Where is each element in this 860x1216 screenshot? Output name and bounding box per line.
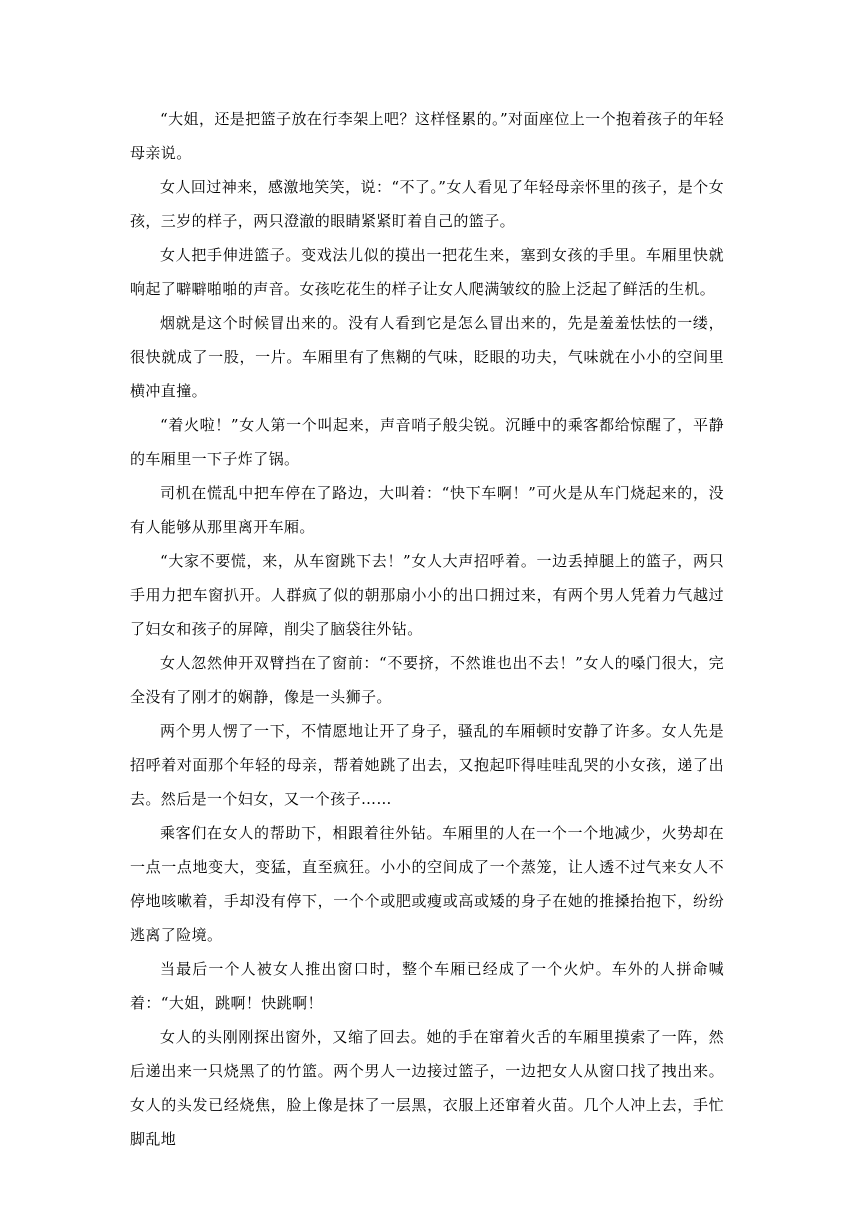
paragraph-12: 女人的头刚刚探出窗外，又缩了回去。她的手在窜着火舌的车厢里摸索了一阵，然后递出来一只烧黑了的竹篮。两个男人一边接过篮子，一边把女人从窗口找了拽出来。女人的头发已经烧焦，脸上像是抹了一层黑，衣服上还窜着火苗。几个人冲上去，手忙脚乱地 (130, 1028, 724, 1148)
document-body (130, 102, 724, 1156)
paragraph-10: 乘客们在女人的帮助下，相跟着往外钻。车厢里的人在一个一个地减少，火势却在一点一点地变大，变猛，直至疯狂。小小的空间成了一个蒸笼，让人透不过气来女人不停地咳嗽着，手却没有停下，一个个或肥或瘦或高或矮的身子在她的推搡抬抱下，纷纷逃离了险境。 (130, 824, 724, 944)
paragraph-3: 女人把手伸进篮子。变戏法儿似的摸出一把花生来，塞到女孩的手里。车厢里快就响起了噼噼啪啪的声音。女孩吃花生的样子让女人爬满皱纹的脸上泛起了鲜活的生机。 (130, 246, 724, 298)
paragraph-8: 女人忽然伸开双臂挡在了窗前：“不要挤，不然谁也出不去！”女人的嗓门很大，完全没有了刚才的娴静，像是一头狮子。 (130, 654, 724, 706)
paragraph-2: 女人回过神来，感激地笑笑，说：“不了。”女人看见了年轻母亲怀里的孩子，是个女孩，三岁的样子，两只澄澈的眼睛紧紧盯着自己的篮子。 (130, 178, 724, 230)
paragraph-1: “大姐，还是把篮子放在行李架上吧？这样怪累的。”对面座位上一个抱着孩子的年轻母亲说。 (130, 110, 724, 162)
paragraph-9: 两个男人愣了一下，不情愿地让开了身子，骚乱的车厢顿时安静了许多。女人先是招呼着对面那个年轻的母亲，帮着她跳了出去，又抱起吓得哇哇乱哭的小女孩，递了出去。然后是一个妇女，又一个孩子…… (130, 722, 724, 808)
paragraph-11: 当最后一个人被女人推出窗口时，整个车厢已经成了一个火炉。车外的人拼命喊着：“大姐，跳啊！快跳啊！ (130, 960, 724, 1012)
paragraph-6: 司机在慌乱中把车停在了路边，大叫着：“快下车啊！”可火是从车门烧起来的，没有人能够从那里离开车厢。 (130, 484, 724, 536)
paragraph-4: 烟就是这个时候冒出来的。没有人看到它是怎么冒出来的，先是羞羞怯怯的一缕，很快就成了一股，一片。车厢里有了焦糊的气味，眨眼的功夫，气味就在小小的空间里横冲直撞。 (130, 314, 724, 400)
paragraph-7: “大家不要慌，来，从车窗跳下去！”女人大声招呼着。一边丢掉腿上的篮子，两只手用力把车窗扒开。人群疯了似的朝那扇小小的出口拥过来，有两个男人凭着力气越过了妇女和孩子的屏障，削尖了脑袋往外钻。 (130, 552, 724, 638)
paragraph-5: “着火啦！”女人第一个叫起来，声音哨子般尖锐。沉睡中的乘客都给惊醒了，平静的车厢里一下子炸了锅。 (130, 416, 724, 468)
